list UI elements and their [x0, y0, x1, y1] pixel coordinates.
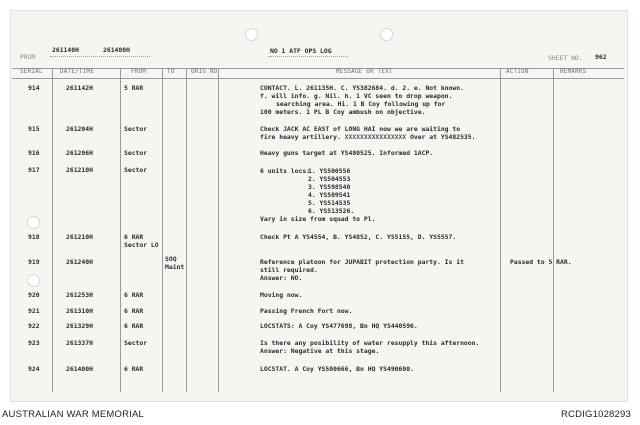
- serial: 914: [28, 84, 40, 92]
- message-line: LOCSTAT. A Coy YS500666, Bn HQ YS490600.: [260, 365, 414, 373]
- time: 261210H: [66, 166, 93, 174]
- message-line: searching area. Hi. 1 B Coy following up for: [276, 100, 446, 108]
- col-from: FROM: [131, 69, 147, 75]
- time: 261400H: [66, 365, 93, 373]
- message-line: 6 units locs:: [260, 167, 311, 175]
- col-orig: ORIG NO: [191, 69, 218, 75]
- header-rule-bottom: [12, 78, 624, 79]
- serial: 921: [28, 307, 40, 315]
- col-action: ACTION: [506, 69, 529, 75]
- from-line-2: Sector LO: [124, 241, 159, 249]
- from: 6 RAR: [124, 365, 144, 373]
- time: 261142H: [66, 84, 93, 92]
- message-line: still required.: [260, 266, 318, 274]
- grid-ref: 5. YS514535: [308, 199, 351, 207]
- serial: 924: [28, 365, 40, 373]
- title-underline: [268, 56, 348, 57]
- time: 261206H: [66, 149, 93, 157]
- period-from: 261140H: [52, 46, 79, 54]
- message-line: Answer: Negative at this stage.: [260, 347, 380, 355]
- col-rule: [553, 68, 554, 392]
- col-serial: SERIAL: [20, 69, 43, 75]
- from: Sector: [124, 166, 148, 174]
- serial: 916: [28, 149, 40, 157]
- message-line: fire heavy artillery. XXXXXXXXXXXXXXXX Over at YS482535.: [260, 133, 476, 141]
- serial: 915: [28, 125, 40, 133]
- from: Sector: [124, 149, 148, 157]
- col-rule: [120, 68, 121, 392]
- punch-hole: [27, 274, 40, 287]
- message-line: Passing French Fort now.: [260, 307, 353, 315]
- period-to: 261400H: [103, 46, 130, 54]
- period-label: PROM: [20, 53, 36, 61]
- message-line: Heavy guns target at YS480525. Informed 1ACP.: [260, 149, 434, 157]
- to: SOQ: [165, 255, 177, 263]
- time: 261337H: [66, 339, 93, 347]
- message-line: 100 meters. 1 PL B Coy ambush on objective.: [260, 108, 426, 116]
- time: 261253H: [66, 291, 93, 299]
- punch-hole: [27, 216, 40, 229]
- punch-hole: [380, 28, 393, 41]
- col-rule: [218, 68, 219, 392]
- message-line: Check JACK AC EAST of LONG HAI now we are waiting to: [260, 125, 461, 133]
- grid-ref: 1. YS500556: [308, 167, 351, 175]
- message-line: Answer: NO.: [260, 274, 303, 282]
- message-line: Moving now.: [260, 291, 303, 299]
- col-rule: [162, 68, 163, 392]
- sheet-number: 962: [595, 53, 607, 61]
- serial: 923: [28, 339, 40, 347]
- to-line-2: Maint: [165, 263, 185, 271]
- col-rule: [52, 68, 53, 392]
- serial: 920: [28, 291, 40, 299]
- from: 5 RAR: [124, 84, 144, 92]
- from: 6 RAR: [124, 233, 144, 241]
- period-underline: [50, 56, 150, 57]
- col-time: DATE/TIME: [60, 69, 95, 75]
- time: 261310H: [66, 307, 93, 315]
- grid-ref: 4. YS509541: [308, 191, 351, 199]
- log-title: NO 1 ATF OPS LOG: [270, 47, 332, 55]
- time: 261329H: [66, 322, 93, 330]
- sheet-label: SHEET NO.: [548, 54, 583, 62]
- from: 6 RAR: [124, 322, 144, 330]
- struck-text: XXXXXXXXXXXXXXXX: [344, 133, 407, 141]
- from: 6 RAR: [124, 307, 144, 315]
- time: 261210H: [66, 233, 93, 241]
- action-text: Passed to 5 RAR.: [510, 258, 572, 266]
- serial: 919: [28, 258, 40, 266]
- message-line: LOCSTATS: A Coy YS477698, Bn HQ YS440596.: [260, 322, 418, 330]
- grid-ref: 6. YS513526.: [308, 207, 355, 215]
- serial: 917: [28, 166, 40, 174]
- from: Sector: [124, 125, 148, 133]
- grid-ref: 2. YS504553: [308, 175, 351, 183]
- col-message: MESSAGE OR TEXT: [336, 69, 393, 75]
- time: 261204H: [66, 125, 93, 133]
- from: Sector: [124, 339, 148, 347]
- col-rule: [186, 68, 187, 392]
- header-rule-top: [12, 68, 624, 69]
- col-rule: [500, 68, 501, 392]
- message-line: Vary in size from squad to Pl.: [260, 215, 376, 223]
- archive-credit: AUSTRALIAN WAR MEMORIAL: [2, 409, 145, 420]
- punch-hole: [245, 28, 258, 41]
- message-line: f. will info. g. Nil. h. 1 VC seen to drop weapon.: [260, 92, 453, 100]
- message-line: CONTACT. L. 261135H. C. YS382684. d. 2. e. Not known.: [260, 84, 464, 92]
- message-line: Is there any posibility of water resupply this afternoon.: [260, 339, 480, 347]
- message-line: Reference platoon for JUPABIT protection party. Is it: [260, 258, 464, 266]
- grid-ref: 3. YS598540: [308, 183, 351, 191]
- record-id: RCDIG1028293: [561, 409, 631, 420]
- from: 6 RAR: [124, 291, 144, 299]
- serial: 918: [28, 233, 40, 241]
- message-line: Check Pt A YS4554, B. YS4852, C. YS5155, D. YS5557.: [260, 233, 457, 241]
- col-remarks: REMARKS: [560, 69, 587, 75]
- serial: 922: [28, 322, 40, 330]
- time: 261240H: [66, 258, 93, 266]
- col-to: TO: [167, 69, 175, 75]
